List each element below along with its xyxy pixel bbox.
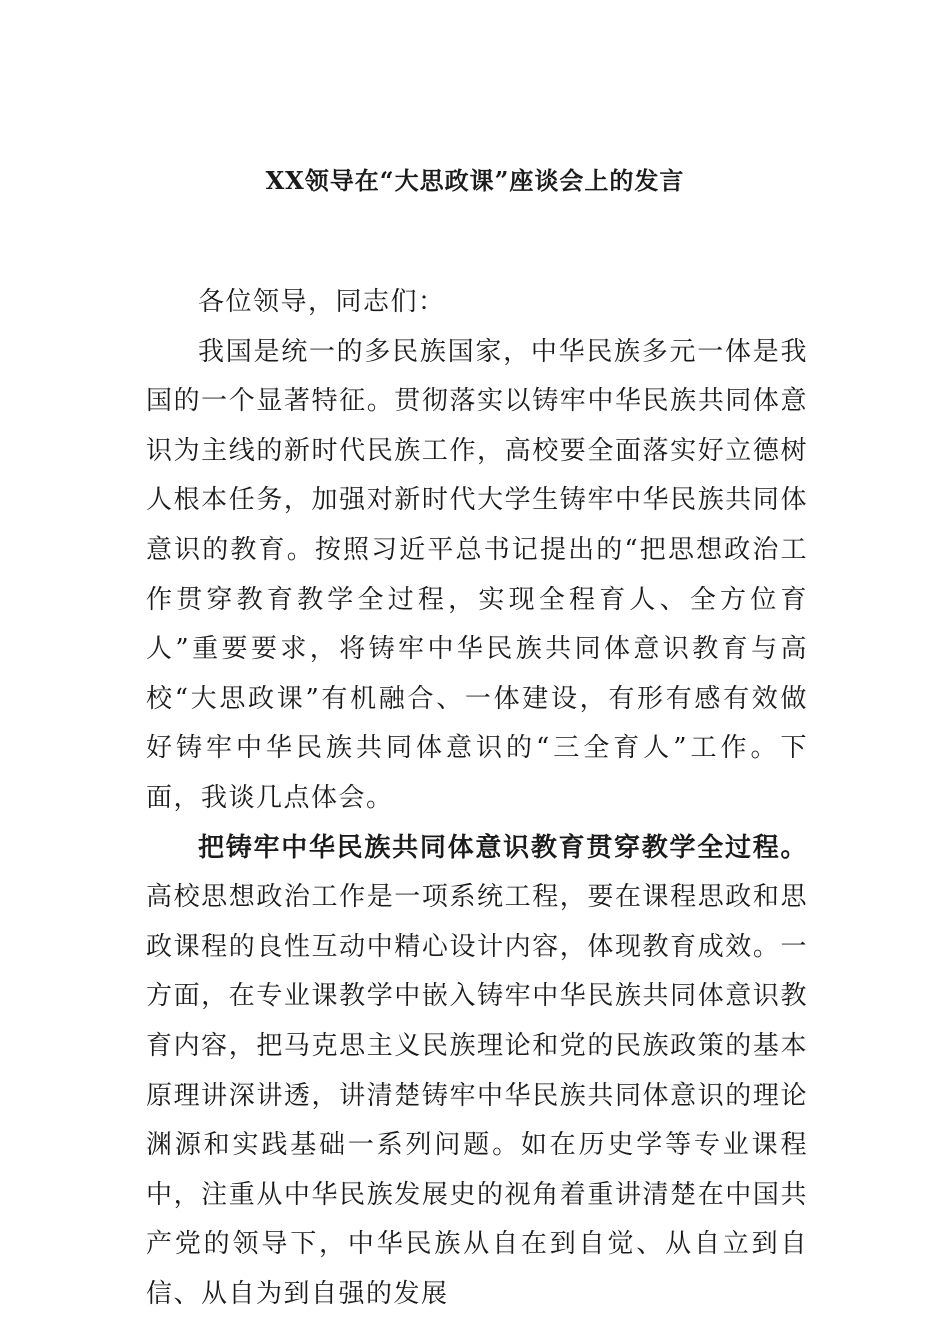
document-body [146, 278, 808, 1319]
paragraph-section-1 [146, 824, 808, 1320]
salutation: 各位领导，同志们： [198, 287, 446, 317]
document-title: XX领导在“大思政课”座谈会上的发言 [265, 166, 685, 195]
section-body-text: 高校思想政治工作是一项系统工程，要在课程思政和思政课程的良性互动中精心设计内容，体现教育成效。一方面，在专业课教学中嵌入铸牢中华民族共同体意识教育内容，把马克思主义民族理论和党的民族政策的基本原理讲深讲透，讲清楚铸牢中华民族共同体意识的理论渊源和实践基础一系列问题。如在历史学等专业课程中，注重从中华民族发展史的视角着重讲清楚在中国共产党的领导下，中华民族从自在到自觉、从自立到自信、从自为到自强的发展 [146, 882, 808, 1309]
paragraph-intro: 我国是统一的多民族国家，中华民族多元一体是我国的一个显著特征。贯彻落实以铸牢中华民族共同体意识为主线的新时代民族工作，高校要全面落实好立德树人根本任务，加强对新时代大学生铸牢中华民族共同体意识的教育。按照习近平总书记提出的“把思想政治工作贯穿教育教学全过程，实现全程育人、全方位育人”重要要求，将铸牢中华民族共同体意识教育与高校“大思政课”有机融合、一体建设，有形有感有效做好铸牢中华民族共同体意识的“三全育人”工作。下面，我谈几点体会。 [146, 336, 808, 813]
section-heading: 把铸牢中华民族共同体意识教育贯穿教学全过程。 [198, 832, 808, 863]
